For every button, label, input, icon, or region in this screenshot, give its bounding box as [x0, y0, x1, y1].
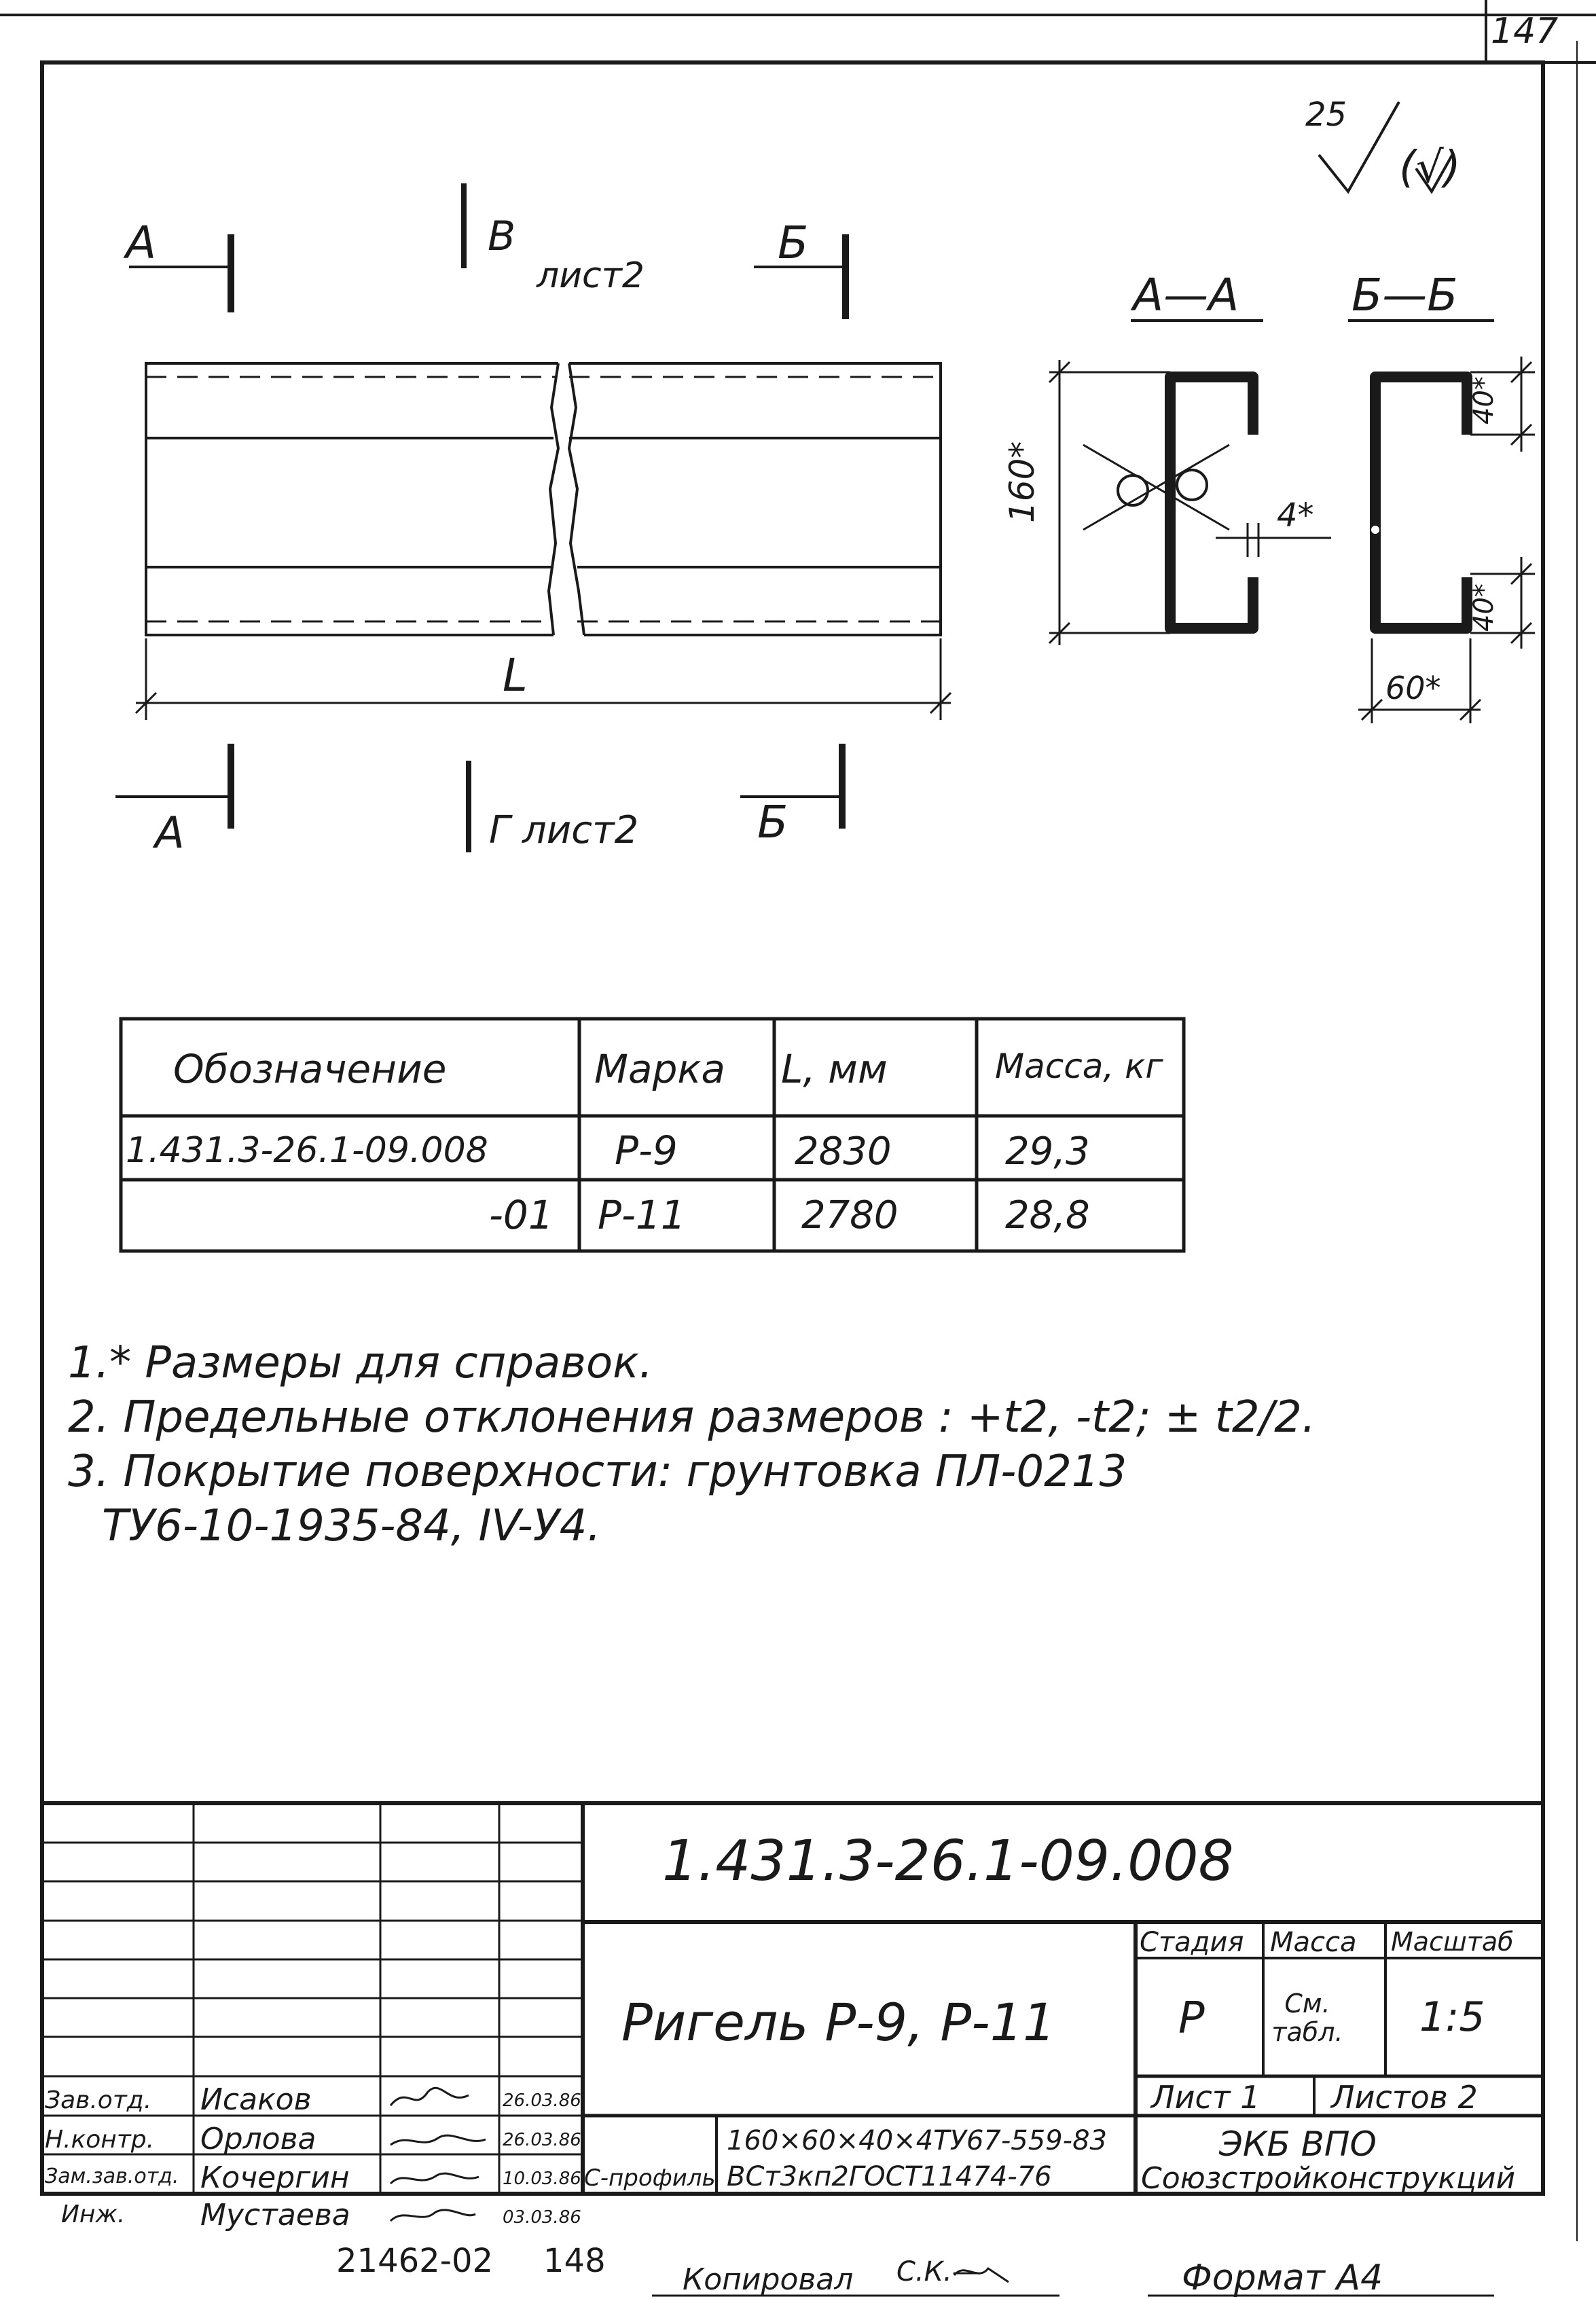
length-label: L [503, 649, 528, 702]
table-row-2-mass: 28,8 [1005, 1193, 1090, 1237]
section-bb-profile [1375, 377, 1467, 628]
title-sheets: Листов 2 [1331, 2079, 1478, 2116]
signature-3 [391, 2173, 479, 2184]
person-4-name: Мустаева [200, 2198, 350, 2232]
signature-2 [391, 2135, 486, 2145]
table-row-1-designation: 1.431.3-26.1-09.008 [126, 1130, 488, 1171]
table-header-length: L, мм [781, 1046, 888, 1092]
table-header-mass: Масса, кг [995, 1047, 1163, 1086]
beam-left-part [146, 363, 558, 635]
title-scale: 1:5 [1419, 1993, 1485, 2041]
section-aa-hole-right [1177, 470, 1207, 500]
view-v-sheet-label: лист2 [537, 255, 645, 296]
person-3-role: Зам.зав.отд. [45, 2165, 179, 2188]
note-1: 1.* Размеры для справок. [68, 1338, 653, 1388]
table-row-2-designation: -01 [489, 1192, 554, 1238]
title-stage-header: Стадия [1140, 1927, 1244, 1958]
title-sheet: Лист 1 [1151, 2079, 1261, 2116]
title-stage: Р [1178, 1993, 1205, 2044]
signature-1 [391, 2088, 469, 2105]
dim-thickness-label: 4* [1277, 496, 1314, 535]
section-bb-web-dot [1371, 526, 1379, 534]
person-1-role: Зав.отд. [45, 2086, 152, 2114]
section-bb-title: Б—Б [1352, 269, 1458, 321]
cut-b-top-label: Б [778, 217, 809, 269]
cut-b-bottom-label: Б [757, 796, 788, 848]
footer-inventory: 21462-02 [336, 2242, 494, 2280]
note-3-cont: ТУ6-10-1935-84, IV-У4. [102, 1501, 601, 1551]
person-4-role: Инж. [61, 2201, 126, 2228]
person-3-name: Кочергин [200, 2160, 350, 2195]
title-material-line2: ВСт3кп2ГОСТ11474-76 [727, 2161, 1052, 2192]
title-material-line1: 160×60×40×4ТУ67-559-83 [727, 2125, 1107, 2156]
table-row-2-mark: Р-11 [598, 1192, 686, 1238]
title-mass: См. табл. [1271, 1989, 1343, 2047]
title-material-label: С-профиль [584, 2165, 716, 2192]
person-4-date: 03.03.86 [503, 2207, 581, 2228]
person-1-date: 26.03.86 [503, 2090, 581, 2111]
table-row-2-length: 2780 [801, 1193, 899, 1237]
person-3-date: 10.03.86 [503, 2169, 581, 2189]
footer-format: Формат А4 [1182, 2258, 1383, 2298]
section-aa-title: А—А [1133, 269, 1239, 321]
footer-copied: Копировал [683, 2262, 854, 2297]
cut-a-top-label: А [126, 217, 157, 269]
title-org-line1: ЭКБ ВПО [1219, 2124, 1377, 2164]
title-mass-header: Масса [1270, 1927, 1357, 1958]
table-row-1-mark: Р-9 [615, 1127, 678, 1174]
dim-lip-top-label: 40* [1468, 376, 1500, 424]
view-v-label: В [488, 213, 516, 260]
person-2-date: 26.03.86 [503, 2130, 581, 2150]
note-3: 3. Покрытие поверхности: грунтовка ПЛ-0213 [68, 1447, 1127, 1497]
table-header-mark: Марка [594, 1046, 725, 1092]
footer-copied-sign: С.К.— [896, 2256, 979, 2287]
note-2: 2. Предельные отклонения размеров : +t2, -t2; ± t2/2. [68, 1392, 1316, 1443]
cut-a-bottom-label: А [155, 808, 185, 858]
beam-break-left [549, 363, 558, 635]
dim-width-label: 60* [1385, 670, 1441, 706]
signature-4 [391, 2210, 475, 2221]
title-doc-code: 1.431.3-26.1-09.008 [662, 1829, 1234, 1894]
table-row-1-mass: 29,3 [1005, 1129, 1090, 1174]
table-row-1-length: 2830 [795, 1129, 892, 1174]
roughness-alt: (√) [1399, 143, 1461, 193]
corner-number: 147 [1491, 11, 1559, 52]
title-org-line2: Союзстройконструкций [1141, 2161, 1516, 2196]
roughness-value: 25 [1305, 96, 1347, 134]
dim-height-label: 160* [1002, 441, 1042, 523]
view-g-sheet-label: Г лист2 [489, 808, 639, 852]
footer-page: 148 [543, 2242, 606, 2280]
person-1-name: Исаков [200, 2082, 312, 2117]
beam-right-part [569, 363, 941, 635]
beam-break-right [569, 363, 584, 635]
table-header-designation: Обозначение [173, 1046, 447, 1092]
title-name: Ригель Р-9, Р-11 [621, 1992, 1056, 2052]
person-2-name: Орлова [200, 2122, 316, 2156]
title-scale-header: Масштаб [1391, 1927, 1514, 1957]
dim-lip-bottom-label: 40* [1468, 583, 1500, 632]
person-2-role: Н.контр. [45, 2126, 155, 2154]
